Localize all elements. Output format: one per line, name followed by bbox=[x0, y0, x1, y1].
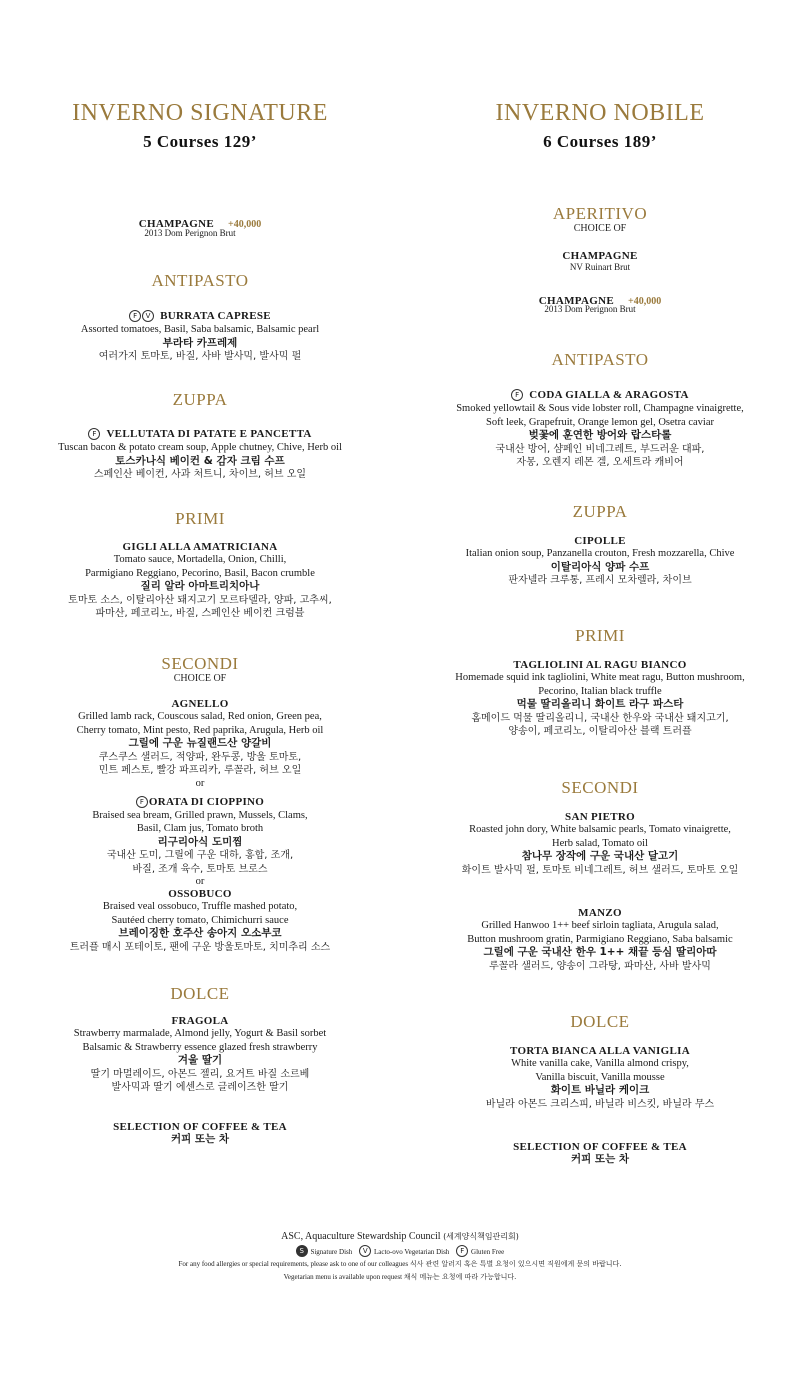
legend bbox=[0, 1245, 800, 1257]
dish-name: OSSOBUCO bbox=[168, 888, 232, 900]
dish-vellutata bbox=[0, 422, 400, 482]
dish-desc: Strawberry marmalade, Almond jelly, Yogurt & Basil sorbet bbox=[73, 1028, 327, 1039]
section-zuppa: ZUPPA bbox=[572, 502, 628, 521]
dish-name: SAN PIETRO bbox=[565, 811, 635, 823]
dish-kr-name: 부라타 카프레제 bbox=[162, 336, 238, 349]
allergy-note bbox=[0, 1259, 800, 1269]
asc-text: ASC, Aquaculture Stewardship Council bbox=[281, 1231, 441, 1242]
dish-name: FRAGOLA bbox=[171, 1015, 229, 1027]
or-separator: or bbox=[195, 777, 205, 789]
dish-kr-desc: 여러가지 토마토, 바질, 사바 발사믹, 발사믹 펄 bbox=[98, 351, 302, 362]
champagne-name: CHAMPAGNE bbox=[538, 295, 614, 307]
dish-desc: Parmigiano Reggiano, Pecorino, Basil, Bacon crumble bbox=[85, 567, 315, 579]
section-primi: PRIMI bbox=[575, 626, 625, 645]
aperitivo-champagne-1 bbox=[400, 250, 800, 272]
dish-desc: Balsamic & Strawberry essence glazed fresh strawberry bbox=[82, 1041, 318, 1053]
menu-title: INVERNO NOBILE bbox=[495, 100, 705, 126]
champagne-name: CHAMPAGNE bbox=[562, 250, 638, 262]
section-dolce: DOLCE bbox=[170, 984, 230, 1003]
dish-desc: Homemade squid ink tagliolini, White meat ragu, Button mushroom, bbox=[455, 672, 745, 683]
dish-kr-desc: 딸기 마멀레이드, 아몬드 젤리, 요거트 바질 소르베 bbox=[90, 1068, 310, 1080]
gluten-free-icon: F bbox=[129, 310, 141, 322]
dish-torta bbox=[400, 1045, 800, 1111]
dish-desc: Soft leek, Grapefruit, Orange lemon gel, Osetra caviar bbox=[486, 416, 714, 428]
dish-fragola bbox=[0, 1015, 400, 1095]
dish-name: GIGLI ALLA AMATRICIANA bbox=[122, 541, 278, 553]
dish-kr-desc: 발사믹과 딸기 에센스로 글레이즈한 딸기 bbox=[111, 1082, 289, 1093]
dish-san-pietro bbox=[400, 811, 800, 877]
allergy-text-kr: 식사 관련 알러지 혹은 특별 요청이 있으시면 직원에게 문의 바랍니다. bbox=[409, 1260, 622, 1268]
gluten-free-icon: F bbox=[511, 389, 523, 401]
vegetarian-icon: V bbox=[359, 1245, 371, 1257]
dish-desc: Assorted tomatoes, Basil, Saba balsamic, Balsamic pearl bbox=[80, 324, 320, 335]
dish-kr-name: 그릴에 구운 국내산 한우 1++ 채끝 등심 딸리아따 bbox=[483, 946, 717, 958]
coffee-tea bbox=[0, 1121, 400, 1147]
section-secondi: SECONDI bbox=[161, 654, 239, 673]
dish-kr-desc: 판자넬라 크루통, 프레시 모차렐라, 차이브 bbox=[508, 575, 692, 586]
dish-kr-name: 화이트 바닐라 케이크 bbox=[550, 1084, 650, 1096]
or-separator: or bbox=[195, 876, 205, 887]
vegetarian-note bbox=[0, 1272, 800, 1282]
dish-kr-desc: 토마토 소스, 이탈리아산 돼지고기 모르타델라, 양파, 고추씨, bbox=[68, 594, 332, 606]
dish-kr-desc: 국내산 방어, 샴페인 비네그레트, 부드러운 대파, bbox=[495, 443, 705, 455]
dish-desc: Smoked yellowtail & Sous vide lobster roll, Champagne vinaigrette, bbox=[456, 403, 744, 414]
dish-kr-desc: 파마산, 페코리노, 바질, 스페인산 베이컨 크럼블 bbox=[95, 608, 305, 619]
dish-kr-desc: 쿠스쿠스 샐러드, 적양파, 완두콩, 방울 토마토, bbox=[98, 751, 302, 763]
dish-kr-name: 겨울 딸기 bbox=[177, 1054, 223, 1066]
dish-kr-desc: 스페인산 베이컨, 사과 처트니, 차이브, 허브 오일 bbox=[93, 469, 307, 480]
dish-desc: Herb salad, Tomato oil bbox=[552, 837, 648, 849]
dish-kr-desc: 국내산 도미, 그릴에 구운 대하, 홍합, 조개, bbox=[106, 850, 294, 861]
coffee-kr: 커피 또는 차 bbox=[170, 1133, 230, 1145]
dish-kr-desc: 바질, 조개 육수, 토마토 브로스 bbox=[132, 863, 268, 875]
section-aperitivo: APERITIVO bbox=[552, 204, 648, 223]
dish-desc: Sautéed cherry tomato, Chimichurri sauce bbox=[111, 914, 289, 926]
dish-kr-desc: 자몽, 오렌지 레몬 겔, 오세트라 캐비어 bbox=[516, 457, 684, 468]
dish-desc: Italian onion soup, Panzanella crouton, Fresh mozzarella, Chive bbox=[465, 548, 735, 559]
dish-burrata bbox=[0, 304, 400, 364]
legend-gluten-free: Gluten Free bbox=[471, 1248, 505, 1256]
asc-note bbox=[0, 1231, 800, 1242]
coffee-tea bbox=[400, 1141, 800, 1167]
gluten-free-icon: F bbox=[136, 796, 148, 808]
gluten-free-icon: F bbox=[88, 428, 100, 440]
pairing-name: CHAMPAGNE bbox=[138, 218, 214, 230]
signature-icon: S bbox=[296, 1245, 308, 1257]
dish-desc: Grilled Hanwoo 1++ beef sirloin tagliata, Arugula salad, bbox=[481, 920, 719, 931]
dish-desc: Cherry tomato, Mint pesto, Red paprika, Arugula, Herb oil bbox=[76, 724, 324, 736]
dish-desc: Braised sea bream, Grilled prawn, Mussels, Clams, bbox=[92, 809, 308, 821]
dish-kr-name: 질리 알라 아마트리치아나 bbox=[140, 580, 260, 592]
section-antipasto: ANTIPASTO bbox=[551, 350, 649, 369]
menu-title: INVERNO SIGNATURE bbox=[72, 100, 328, 126]
dish-desc: Braised veal ossobuco, Truffle mashed potato, bbox=[102, 901, 298, 912]
champagne-detail: NV Ruinart Brut bbox=[569, 262, 631, 272]
dish-desc: Tomato sauce, Mortadella, Onion, Chilli, bbox=[113, 554, 287, 565]
dish-name: CODA GIALLA & ARAGOSTA bbox=[529, 389, 689, 401]
legend-vegetarian: Lacto-ovo Vegetarian Dish bbox=[374, 1248, 450, 1256]
legend-signature: Signature Dish bbox=[310, 1248, 353, 1256]
dish-gigli bbox=[0, 541, 400, 621]
coffee-en: SELECTION OF COFFEE & TEA bbox=[113, 1121, 287, 1133]
dish-name: AGNELLO bbox=[171, 698, 229, 710]
dish-kr-name: 이탈리아식 양파 수프 bbox=[550, 560, 650, 573]
section-primi: PRIMI bbox=[175, 509, 225, 528]
coffee-en: SELECTION OF COFFEE & TEA bbox=[513, 1141, 687, 1153]
veg-text: Vegetarian menu is available upon request bbox=[283, 1273, 403, 1281]
aperitivo-choice: CHOICE OF bbox=[573, 223, 627, 234]
secondi-choice: CHOICE OF bbox=[173, 673, 227, 684]
dish-name: BURRATA CAPRESE bbox=[160, 310, 271, 322]
dish-desc: Tuscan bacon & potato cream soup, Apple chutney, Chive, Herb oil bbox=[58, 442, 342, 453]
pairing-price: +40,000 bbox=[228, 219, 262, 230]
dish-desc: Roasted john dory, White balsamic pearls, Tomato vinaigrette, bbox=[469, 824, 731, 835]
dish-kr-name: 리구리아식 도미찜 bbox=[157, 835, 243, 848]
dish-name: MANZO bbox=[578, 907, 622, 919]
champagne-price: +40,000 bbox=[628, 296, 662, 307]
dish-manzo bbox=[400, 907, 800, 973]
allergy-text: For any food allergies or special requirements, please ask to one of our colleagues bbox=[178, 1260, 409, 1268]
gluten-free-icon: F bbox=[456, 1245, 468, 1257]
dish-kr-name: 그릴에 구운 뉴질랜드산 양갈비 bbox=[128, 737, 272, 749]
menu-courses-price: 5 Courses 129’ bbox=[143, 132, 257, 151]
dish-desc: Pecorino, Italian black truffle bbox=[538, 685, 662, 697]
pairing-detail: 2013 Dom Perignon Brut bbox=[144, 228, 236, 238]
dish-kr-desc: 홈메이드 먹물 딸리올리니, 국내산 한우와 국내산 돼지고기, bbox=[471, 712, 729, 724]
section-dolce: DOLCE bbox=[570, 1012, 630, 1031]
dish-desc: Grilled lamb rack, Couscous salad, Red onion, Green pea, bbox=[78, 711, 322, 722]
dish-desc: Vanilla biscuit, Vanilla mousse bbox=[535, 1071, 665, 1083]
dish-kr-name: 먹물 딸리올리니 화이트 라구 파스타 bbox=[516, 698, 684, 710]
dish-kr-desc: 화이트 발사믹 펄, 토마토 비네그레트, 허브 샐러드, 토마토 오일 bbox=[461, 864, 739, 876]
dish-cipolle bbox=[400, 535, 800, 588]
asc-text-kr: (세계양식책임관리회) bbox=[443, 1232, 519, 1241]
dish-name: TAGLIOLINI AL RAGU BIANCO bbox=[513, 659, 687, 671]
dish-kr-desc: 루꼴라 샐러드, 양송이 그라탕, 파마산, 사바 발사믹 bbox=[489, 960, 711, 972]
dish-name: CIPOLLE bbox=[574, 535, 626, 547]
dish-kr-desc: 트러플 매시 포테이토, 팬에 구운 방울토마토, 치미추리 소스 bbox=[69, 941, 331, 953]
dish-tagliolini bbox=[400, 659, 800, 739]
menu-courses-price: 6 Courses 189’ bbox=[543, 132, 657, 151]
dish-kr-desc: 바닐라 아몬드 크리스피, 바닐라 비스킷, 바닐라 무스 bbox=[485, 1098, 715, 1110]
section-zuppa: ZUPPA bbox=[172, 390, 228, 409]
coffee-kr: 커피 또는 차 bbox=[570, 1153, 630, 1165]
champagne-detail: 2013 Dom Perignon Brut bbox=[544, 304, 636, 314]
dish-desc: White vanilla cake, Vanilla almond crispy, bbox=[511, 1058, 689, 1069]
dish-kr-name: 참나무 장작에 구운 국내산 달고기 bbox=[521, 850, 679, 862]
section-antipasto: ANTIPASTO bbox=[151, 271, 249, 290]
dish-kr-name: 토스카나식 베이컨 & 감자 크림 수프 bbox=[115, 454, 285, 467]
dish-kr-name: 벚꽃에 훈연한 방어와 랍스타롤 bbox=[528, 429, 672, 441]
dish-name: VELLUTATA DI PATATE E PANCETTA bbox=[106, 428, 312, 440]
dish-kr-desc: 양송이, 페코리노, 이탈리아산 블랙 트러플 bbox=[508, 726, 692, 737]
dish-kr-desc: 민트 페스토, 빨강 파프리카, 루꼴라, 허브 오일 bbox=[98, 765, 302, 776]
vegetarian-icon: V bbox=[142, 310, 154, 322]
dish-agnello bbox=[0, 698, 400, 954]
veg-text-kr: 채식 메뉴는 요청에 따라 가능합니다. bbox=[403, 1273, 517, 1281]
footer bbox=[0, 1231, 800, 1282]
dish-name: ORATA DI CIOPPINO bbox=[148, 795, 265, 808]
section-secondi: SECONDI bbox=[561, 778, 639, 797]
dish-kr-name: 브레이징한 호주산 송아지 오소부코 bbox=[118, 927, 282, 939]
dish-desc: Button mushroom gratin, Parmigiano Reggiano, Saba balsamic bbox=[467, 933, 733, 945]
dish-desc: Basil, Clam jus, Tomato broth bbox=[136, 823, 264, 834]
dish-name: TORTA BIANCA ALLA VANIGLIA bbox=[510, 1045, 690, 1057]
dish-coda-gialla bbox=[400, 383, 800, 470]
